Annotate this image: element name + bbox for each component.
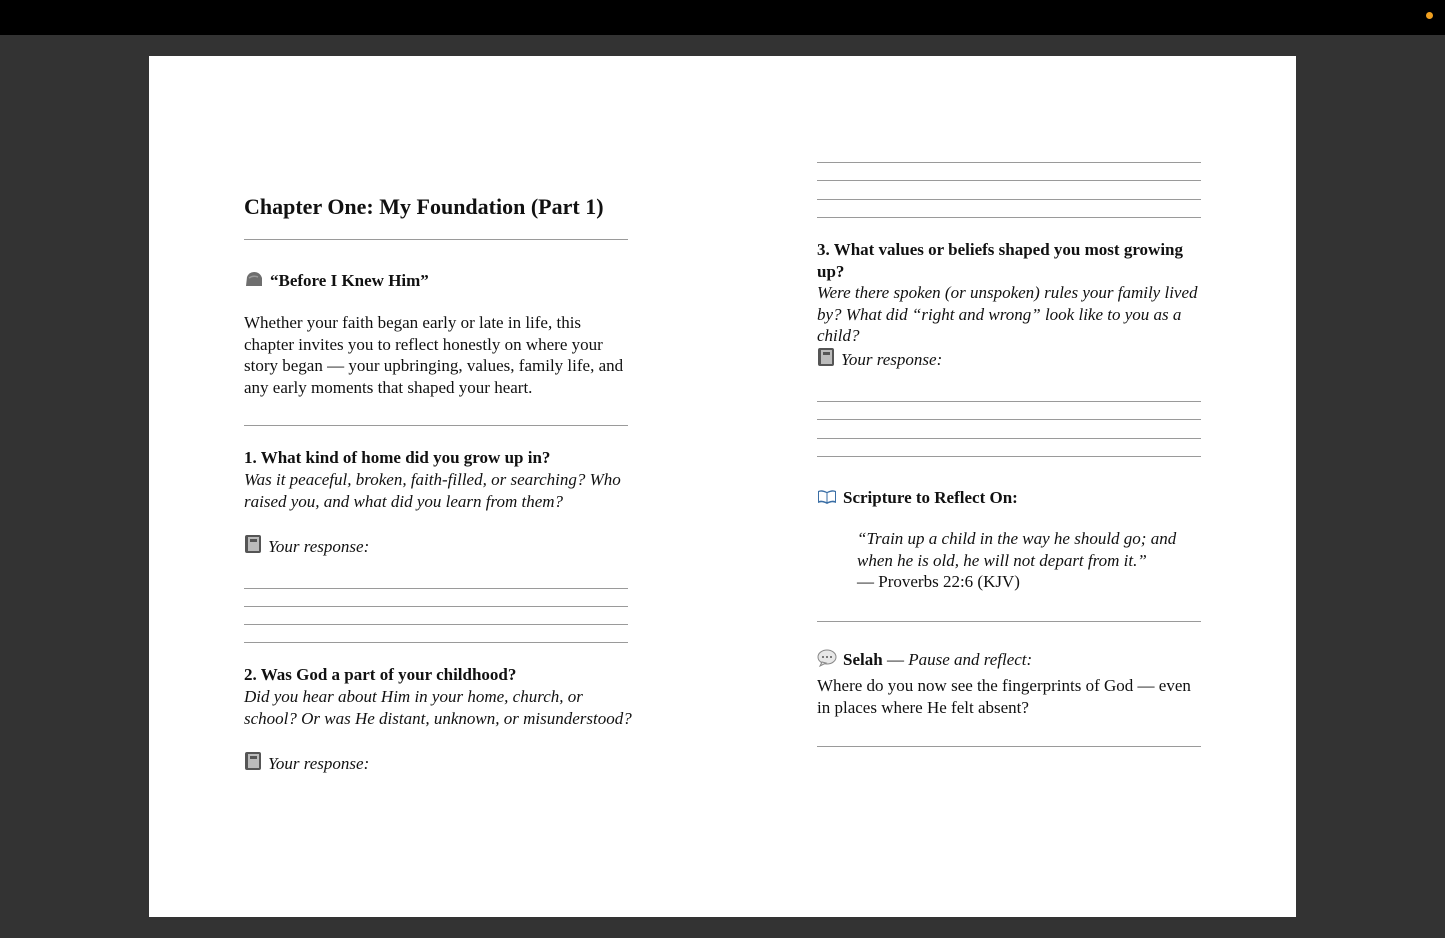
notebook-icon [244,751,262,777]
top-bar [0,0,1445,35]
divider [817,746,1201,747]
response-label [244,534,634,560]
answer-line[interactable] [817,419,1201,420]
scripture-heading-text: Scripture to Reflect On: [843,488,1018,507]
response-label-text: Your response: [268,754,370,773]
rock-icon [244,270,264,294]
notebook-icon [244,534,262,560]
answer-line[interactable] [244,588,628,589]
section-heading-text: “Before I Knew Him” [270,271,429,290]
answer-line[interactable] [817,162,1201,163]
response-label [244,751,634,777]
divider [244,425,628,426]
speech-bubble-icon [817,649,837,673]
scripture-quote: “Train up a child in the way he should go; and when he is old, he will not depart from it.” [857,529,1177,570]
answer-line[interactable] [244,606,628,607]
divider [244,239,628,240]
status-dot [1426,12,1433,19]
question-2-title: 2. Was God a part of your childhood? [244,665,517,684]
answer-line[interactable] [817,401,1201,402]
response-label-text: Your response: [841,350,943,369]
question-1-title: 1. What kind of home did you grow up in? [244,448,551,467]
answer-line[interactable] [244,642,628,643]
question-1-prompt: Was it peaceful, broken, faith-filled, or searching? Who raised you, and what did you learn from them? [244,470,621,511]
open-book-icon [817,489,837,511]
selah-text: Where do you now see the fingerprints of God — even in places where He felt absent? [817,676,1191,717]
answer-line[interactable] [817,180,1201,181]
selah-pause: Pause and reflect: [908,650,1033,669]
answer-line[interactable] [817,217,1201,218]
selah-line [817,649,1207,673]
chapter-title: Chapter One: My Foundation (Part 1) [244,194,604,219]
question-3-title: 3. What values or beliefs shaped you most growing up? [817,240,1184,281]
notebook-icon [817,347,835,373]
answer-line[interactable] [817,199,1201,200]
divider [817,621,1201,622]
answer-line[interactable] [244,624,628,625]
scripture-reference: — Proverbs 22:6 (KJV) [857,572,1020,591]
scripture-heading [817,487,1207,511]
response-label [817,347,1207,373]
answer-line[interactable] [817,438,1201,439]
intro-paragraph: Whether your faith began early or late in life, this chapter invites you to reflect honestly on where your story began — your upbringing, values, family life, and any early moments that shaped your heart. [244,313,624,397]
section-heading [244,270,634,294]
selah-label: Selah [843,650,883,669]
selah-dash: — [882,650,909,669]
document-spread [149,56,1296,917]
answer-line[interactable] [817,456,1201,457]
response-label-text: Your response: [268,537,370,556]
question-3-prompt: Were there spoken (or unspoken) rules your family lived by? What did “right and wrong” look like to you as a child? [817,283,1198,345]
question-2-prompt: Did you hear about Him in your home, church, or school? Or was He distant, unknown, or misunderstood? [244,687,632,728]
